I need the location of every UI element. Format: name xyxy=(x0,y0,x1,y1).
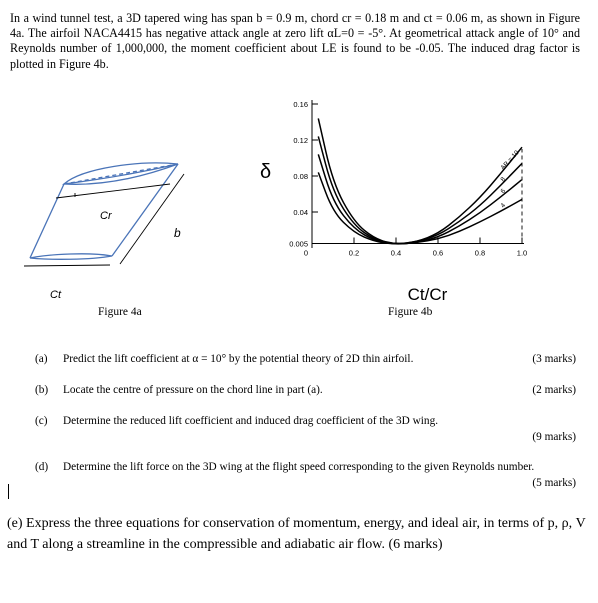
question-b xyxy=(35,383,576,399)
figure-4b-caption: Figure 4b xyxy=(388,306,433,318)
curve-ar-10 xyxy=(318,118,522,243)
label-cr: Cr xyxy=(100,210,112,222)
question-d xyxy=(35,460,576,492)
question-label: (c) xyxy=(35,415,48,427)
question-text: Locate the centre of pressure on the chord line in part (a). xyxy=(63,384,323,396)
question-text: Predict the lift coefficient at α = 10° by the potential theory of 2D thin airfoil. xyxy=(63,353,414,365)
problem-intro: In a wind tunnel test, a 3D tapered wing has span b = 0.9 m, chord cr = 0.18 m and ct = 0.06 m, as shown in Figure 4a. The airfoil NACA4415 has negative attack angle at zero lift αL=0 = -5°. At geometrical attack angle of 10° and Reynolds number of 1,000,000, the moment coefficient about LE is found to be -0.05. The induced drag factor is plotted in Figure 4b. xyxy=(10,11,580,71)
text-cursor xyxy=(8,484,9,499)
question-text: Determine the reduced lift coefficient and induced drag coefficient of the 3D wing. xyxy=(63,415,439,427)
y-tick-label: 0.16 xyxy=(293,100,308,109)
label-ct: Ct xyxy=(50,289,61,298)
question-e: (e) Express the three equations for conservation of momentum, energy, and ideal air, in terms of p, ρ, V and T along a streamline in the compressible and adiabatic air flow. (6 marks) xyxy=(7,516,586,552)
question-marks: (5 marks) xyxy=(532,477,576,489)
curve-ar-6 xyxy=(318,154,522,243)
curve-label: 8 xyxy=(499,175,508,184)
question-marks: (3 marks) xyxy=(532,353,576,365)
question-marks: (9 marks) xyxy=(532,431,576,443)
y-tick-label: 0.005 xyxy=(289,239,308,249)
question-text: Determine the lift force on the 3D wing at the flight speed corresponding to the given Reynolds number. xyxy=(63,461,535,473)
x-axis-label: Ct/Cr xyxy=(407,285,448,304)
b-dimension-line xyxy=(120,174,184,264)
y-tick-label: 0.04 xyxy=(293,208,308,217)
question-a xyxy=(35,352,576,368)
question-label: (b) xyxy=(35,384,49,396)
wing-trailing-edge xyxy=(112,164,178,256)
wing-leading-edge xyxy=(30,184,64,258)
x-tick-label: 0.2 xyxy=(348,248,360,258)
wing-tip-section xyxy=(30,254,112,259)
x-tick-label: 0 xyxy=(303,248,309,258)
curve-ar-4 xyxy=(318,172,522,243)
question-label: (d) xyxy=(35,461,49,473)
curve-label: AR = 10 xyxy=(499,149,521,172)
x-tick-label: 0.4 xyxy=(390,248,402,258)
curve-label: 6 xyxy=(499,187,508,196)
figure-4b-chart xyxy=(250,86,550,308)
curve-label: 4 xyxy=(499,202,508,210)
y-axis-label: δ xyxy=(260,161,272,183)
figure-4a-wing-sketch xyxy=(20,148,270,298)
y-tick-label: 0.08 xyxy=(293,172,308,181)
x-tick-label: 0.6 xyxy=(432,248,444,258)
x-tick-label: 0.8 xyxy=(474,248,486,258)
y-tick-label: 0.12 xyxy=(293,136,308,145)
ct-dimension-line xyxy=(24,265,110,266)
figure-4a-caption: Figure 4a xyxy=(98,306,142,318)
question-label: (a) xyxy=(35,353,48,365)
question-c xyxy=(35,414,576,446)
x-tick-label: 1.0 xyxy=(516,248,528,258)
question-marks: (2 marks) xyxy=(532,384,576,396)
cr-dimension-line xyxy=(56,184,170,198)
label-b: b xyxy=(174,226,181,240)
